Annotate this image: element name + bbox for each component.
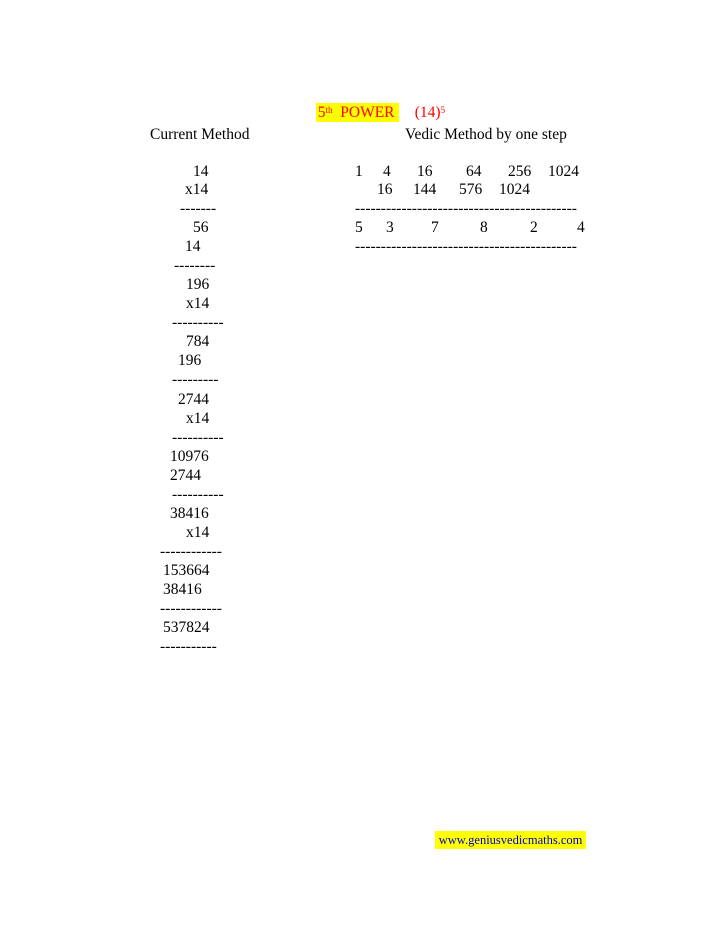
cm-line: x14	[185, 181, 209, 198]
vedic-row2-cell: 144	[413, 181, 437, 198]
vedic-row1-cell: 16	[417, 163, 433, 180]
vedic-row2-cell: 1024	[499, 181, 530, 198]
cm-line: ---------	[172, 371, 219, 388]
footer-url-text: www.geniusvedicmaths.com	[435, 831, 587, 849]
vedic-row1-cell: 1	[355, 163, 363, 180]
cm-line: 2744	[178, 391, 209, 408]
title-word: POWER	[340, 104, 395, 121]
cm-line: ------------	[160, 543, 222, 560]
cm-line: 196	[186, 276, 210, 293]
cm-line: 14	[185, 238, 201, 255]
footer-url	[427, 813, 586, 849]
title-ordinal: th	[325, 105, 333, 115]
cm-line: 14	[193, 163, 209, 180]
vedic-result-cell: 3	[386, 219, 394, 236]
cm-line: 196	[178, 352, 202, 369]
cm-line: 10976	[170, 448, 209, 465]
heading-vedic-method: Vedic Method by one step	[405, 126, 567, 143]
vedic-row1-cell: 256	[508, 163, 532, 180]
cm-line: --------	[174, 257, 216, 274]
vedic-rule-bottom: -------------------------------------------	[355, 238, 577, 255]
cm-line: -----------	[160, 638, 217, 655]
cm-line: 784	[186, 333, 210, 350]
vedic-row1-cell: 64	[466, 163, 482, 180]
title-expression-text: (14)	[414, 104, 441, 121]
title-highlight	[316, 103, 399, 122]
cm-line: ----------	[172, 486, 224, 503]
cm-line: x14	[186, 524, 210, 541]
vedic-result-cell: 2	[530, 219, 538, 236]
cm-line: 38416	[163, 581, 202, 598]
cm-line: ----------	[172, 429, 224, 446]
vedic-result-cell: 4	[577, 219, 585, 236]
cm-line: -------	[180, 200, 217, 217]
vedic-result-cell: 7	[431, 219, 439, 236]
vedic-result-cell: 8	[480, 219, 488, 236]
title-expression	[407, 86, 445, 122]
cm-line: ------------	[160, 600, 222, 617]
vedic-row1-cell: 4	[383, 163, 391, 180]
page-title	[308, 86, 399, 122]
cm-line: 56	[193, 219, 209, 236]
vedic-row2-cell: 16	[377, 181, 393, 198]
cm-line: x14	[186, 295, 210, 312]
title-exponent: 5	[440, 105, 446, 115]
vedic-result-cell: 5	[355, 219, 363, 236]
cm-line: 537824	[163, 619, 210, 636]
vedic-row2-cell: 576	[459, 181, 483, 198]
cm-line: 38416	[170, 505, 209, 522]
vedic-row1-cell: 1024	[548, 163, 579, 180]
cm-line: 2744	[170, 467, 201, 484]
cm-line: ----------	[172, 314, 224, 331]
vedic-rule-top: -------------------------------------------	[355, 200, 577, 217]
title-base: 5	[317, 104, 326, 121]
cm-line: 153664	[163, 562, 210, 579]
cm-line: x14	[186, 410, 210, 427]
heading-current-method: Current Method	[150, 126, 250, 143]
